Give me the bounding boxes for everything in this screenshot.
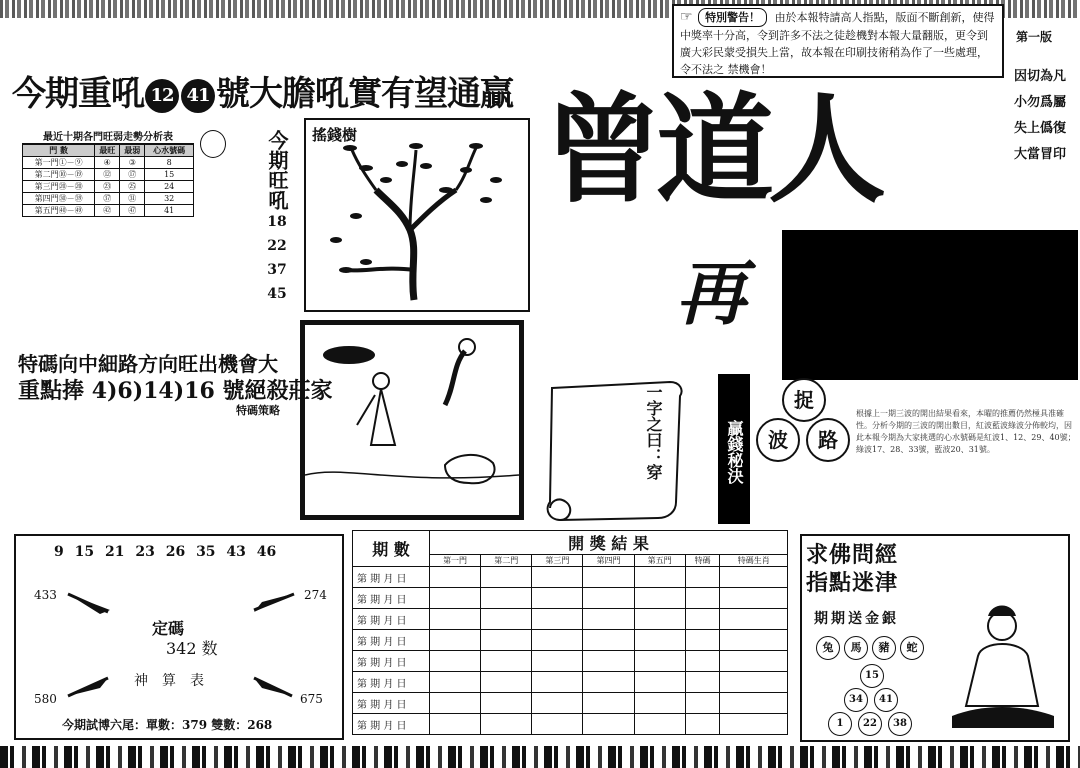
result-cell xyxy=(430,630,481,651)
result-col: 第三門 xyxy=(532,555,583,567)
trend-table-title: 最近十期各門旺弱走勢分析表 xyxy=(22,128,194,144)
result-cell xyxy=(532,630,583,651)
notice-tag: 特別警告！ xyxy=(698,8,767,27)
result-cell xyxy=(532,672,583,693)
result-cell xyxy=(430,714,481,735)
zodiac-badge: 兔 xyxy=(816,636,840,660)
lucky-number: 15 xyxy=(74,544,95,560)
result-cell xyxy=(720,672,788,693)
lucky-number: 46 xyxy=(256,544,277,560)
buddha-title-3: 期期送金銀 xyxy=(814,611,899,627)
headline-post: 號大膽吼實有望通贏 xyxy=(216,74,513,114)
lucky-number: 35 xyxy=(196,544,216,560)
period-cell: 第 期 月 日 xyxy=(353,651,430,672)
table-cell: ㉓ xyxy=(95,181,120,193)
table-row xyxy=(353,567,788,588)
badge-catch: 捉 xyxy=(782,378,826,422)
bottom-border xyxy=(0,746,1080,768)
buddha-panel xyxy=(800,534,1070,742)
table-cell: 第一門①－⑨ xyxy=(23,157,95,169)
buddha-title-2: 指點迷津 xyxy=(806,570,899,596)
edition-label: 第一版 xyxy=(1016,30,1053,44)
notice-text: 由於本報特請高人指點，版面不斷創新，使得中獎率十分高，令到許多不法之徒趁機對本報大量翻版，更令到廣大彩民蒙受損失上當，故本報在印刷技術稍為作了一些處理，令不法之 xyxy=(680,11,995,76)
result-cell xyxy=(583,609,634,630)
result-cell xyxy=(583,714,634,735)
special-code-pre: 重點捧 xyxy=(18,378,85,404)
results-body xyxy=(353,567,788,735)
result-cell xyxy=(685,588,720,609)
table-cell: 24 xyxy=(145,181,194,193)
lucky-number: 26 xyxy=(165,544,186,560)
money-tree-title: 搖錢樹 xyxy=(312,126,358,144)
fixed-code-number: 342 数 xyxy=(166,639,218,658)
scholar-picture-box xyxy=(300,320,524,520)
main-headline xyxy=(12,66,513,115)
result-cell xyxy=(583,651,634,672)
numbers-panel xyxy=(14,534,344,740)
table-cell: 第五門㊵－㊾ xyxy=(23,205,95,217)
result-cell xyxy=(430,672,481,693)
result-cell xyxy=(583,567,634,588)
buddha-number: 22 xyxy=(858,712,882,736)
figure-doodle-icon xyxy=(200,130,226,158)
result-cell xyxy=(720,588,788,609)
lucky-number: 21 xyxy=(104,544,125,560)
result-cell xyxy=(685,609,720,630)
scholar-illustration xyxy=(305,325,519,515)
result-cell xyxy=(720,609,788,630)
result-cell xyxy=(720,651,788,672)
table-cell: 第三門⑳－⑳ xyxy=(23,181,95,193)
trend-col-header: 最旺 xyxy=(95,145,120,157)
trend-col-header: 門 數 xyxy=(23,145,95,157)
period-cell: 第 期 月 日 xyxy=(353,693,430,714)
period-header: 期 數 xyxy=(353,531,430,567)
table-cell: 41 xyxy=(145,205,194,217)
lucky-number: 9 xyxy=(54,544,64,560)
win-money-tips: 贏錢秘決 xyxy=(718,374,750,524)
table-row xyxy=(353,630,788,651)
scroll-graphic xyxy=(540,378,690,524)
result-cell xyxy=(720,693,788,714)
table-cell: 第二門⑩－⑲ xyxy=(23,169,95,181)
table-cell: 8 xyxy=(145,157,194,169)
scroll-title: 一字之曰：穿 xyxy=(644,384,663,480)
motto-line: 小勿爲屬 xyxy=(1014,95,1067,110)
table-cell: 15 xyxy=(145,169,194,181)
hot-numbers-column xyxy=(260,130,294,306)
table-row xyxy=(23,181,194,193)
notice-ending: 禁機會！ xyxy=(727,63,772,76)
table-cell: ㊼ xyxy=(120,205,145,217)
period-cell: 第 期 月 日 xyxy=(353,714,430,735)
result-cell xyxy=(583,672,634,693)
result-cell xyxy=(634,567,685,588)
buddha-number: 34 xyxy=(844,688,868,712)
trend-col-header: 最弱 xyxy=(120,145,145,157)
table-cell: ㊲ xyxy=(95,193,120,205)
table-row xyxy=(353,588,788,609)
big-subtitle: 再 xyxy=(676,252,746,335)
result-col: 第二門 xyxy=(481,555,532,567)
buddha-figure-illustration xyxy=(942,596,1064,736)
result-cell xyxy=(634,672,685,693)
result-cell xyxy=(481,672,532,693)
result-cell xyxy=(583,630,634,651)
result-cell xyxy=(634,693,685,714)
table-row xyxy=(353,651,788,672)
divine-calc-label: 神算表 xyxy=(134,673,218,689)
buddha-number: 1 xyxy=(828,712,852,736)
table-cell: ㊷ xyxy=(95,205,120,217)
table-row xyxy=(353,672,788,693)
result-cell xyxy=(634,714,685,735)
table-cell: ⑰ xyxy=(120,169,145,181)
draw-results-table xyxy=(352,530,788,742)
result-cell xyxy=(532,609,583,630)
black-banner xyxy=(782,230,1078,380)
period-cell: 第 期 月 日 xyxy=(353,588,430,609)
fixed-code-label: 定碼 xyxy=(152,619,185,638)
result-cell xyxy=(430,609,481,630)
corner-number-bl: 580 xyxy=(34,692,57,706)
buddha-number: 41 xyxy=(874,688,898,712)
table-row xyxy=(353,714,788,735)
table-cell: ③ xyxy=(120,157,145,169)
buddha-number: 38 xyxy=(888,712,912,736)
hot-number: 37 xyxy=(267,262,287,278)
result-cell xyxy=(685,672,720,693)
result-cell xyxy=(532,588,583,609)
result-cell xyxy=(634,588,685,609)
pointing-hand-icon: ☞ xyxy=(680,9,693,25)
badge-road: 路 xyxy=(806,418,850,462)
result-cell xyxy=(685,567,720,588)
result-cell xyxy=(720,714,788,735)
trend-table xyxy=(22,128,194,217)
trial-tails: 今期試博六尾：單數：379 雙數：268 xyxy=(62,718,273,732)
period-cell: 第 期 月 日 xyxy=(353,567,430,588)
wave-analysis-text: 根據上一期三波的開出結果看來，本曜的推薦仍然極具准確性。分析今期的三波的開出數目，紅波藍波綠波分佈較均，因此本報今期為大家挑選的心水號碼是紅波1、12、29、40號；綠波17、28、33號，藍波20、31號。 xyxy=(856,409,1076,454)
result-col: 第一門 xyxy=(430,555,481,567)
result-cell xyxy=(634,609,685,630)
motto-line: 大當冒印 xyxy=(1014,147,1067,162)
result-col: 第四門 xyxy=(583,555,634,567)
hot-number: 45 xyxy=(267,286,287,302)
motto-line: 失上僞復 xyxy=(1014,121,1067,136)
catch-wave-road-badges xyxy=(756,378,852,468)
table-cell: 32 xyxy=(145,193,194,205)
zodiac-badge: 蛇 xyxy=(900,636,924,660)
result-cell xyxy=(481,714,532,735)
result-cell xyxy=(634,630,685,651)
lucky-number: 43 xyxy=(226,544,246,560)
headline-number-1: 12 xyxy=(145,79,179,113)
table-row xyxy=(23,205,194,217)
big-title: 曾道人 xyxy=(544,80,881,219)
result-cell xyxy=(532,714,583,735)
results-header: 開 獎 結 果 xyxy=(430,531,788,555)
result-cell xyxy=(685,714,720,735)
hot-number: 22 xyxy=(267,238,287,254)
headline-number-2: 41 xyxy=(181,79,215,113)
result-cell xyxy=(685,693,720,714)
result-cell xyxy=(583,693,634,714)
trend-col-header: 心水號碼 xyxy=(145,145,194,157)
zodiac-badge: 豬 xyxy=(872,636,896,660)
result-cell xyxy=(685,651,720,672)
result-cell xyxy=(481,651,532,672)
table-cell: ④ xyxy=(95,157,120,169)
motto-line: 因切為凡 xyxy=(1014,69,1067,84)
result-cell xyxy=(481,609,532,630)
buddha-number: 15 xyxy=(860,664,884,688)
table-row xyxy=(353,609,788,630)
lucky-number: 23 xyxy=(135,544,155,560)
table-row xyxy=(23,193,194,205)
result-cell xyxy=(583,588,634,609)
hot-number: 18 xyxy=(267,214,287,230)
special-code-line-2 xyxy=(18,374,332,405)
corner-number-br: 675 xyxy=(300,692,323,706)
result-cell xyxy=(532,693,583,714)
warning-notice xyxy=(672,4,1004,78)
table-cell: ⑫ xyxy=(95,169,120,181)
result-cell xyxy=(481,693,532,714)
hot-numbers-label: 今期旺吼 xyxy=(265,130,289,210)
result-col: 特碼生肖 xyxy=(720,555,788,567)
table-cell: ㉛ xyxy=(120,193,145,205)
corner-number-tr: 274 xyxy=(304,588,327,602)
money-tree-box xyxy=(304,118,530,312)
scroll-box xyxy=(540,378,690,524)
result-cell xyxy=(481,588,532,609)
corner-number-tl: 433 xyxy=(34,588,57,602)
table-cell: 第四門㉚－㊴ xyxy=(23,193,95,205)
motto-list xyxy=(1014,64,1066,168)
result-col: 第五門 xyxy=(634,555,685,567)
trend-table-grid xyxy=(22,144,194,217)
zodiac-badge: 馬 xyxy=(844,636,868,660)
table-row xyxy=(353,693,788,714)
buddha-title-1: 求佛問經 xyxy=(806,542,899,568)
result-cell xyxy=(685,630,720,651)
result-cell xyxy=(634,651,685,672)
result-cell xyxy=(430,588,481,609)
result-cell xyxy=(720,630,788,651)
special-code-numbers: 4)6)14)16 xyxy=(91,378,215,404)
badge-wave: 波 xyxy=(756,418,800,462)
result-cell xyxy=(481,630,532,651)
table-cell: ㉕ xyxy=(120,181,145,193)
result-cell xyxy=(430,567,481,588)
special-code-line-1: 特碼向中細路方向旺出機會大 xyxy=(18,352,278,376)
result-cell xyxy=(720,567,788,588)
result-col: 特碼 xyxy=(685,555,720,567)
headline-pre: 今期重吼 xyxy=(12,74,144,114)
period-cell: 第 期 月 日 xyxy=(353,630,430,651)
period-cell: 第 期 月 日 xyxy=(353,609,430,630)
result-cell xyxy=(481,567,532,588)
table-row xyxy=(23,169,194,181)
special-code-post: 號絕殺莊家 xyxy=(222,378,333,404)
result-cell xyxy=(532,651,583,672)
money-tree-illustration xyxy=(306,120,524,306)
result-cell xyxy=(532,567,583,588)
table-row xyxy=(23,157,194,169)
result-cell xyxy=(430,651,481,672)
result-cell xyxy=(430,693,481,714)
special-code-strategy: 特碼策略 xyxy=(236,404,280,417)
period-cell: 第 期 月 日 xyxy=(353,672,430,693)
